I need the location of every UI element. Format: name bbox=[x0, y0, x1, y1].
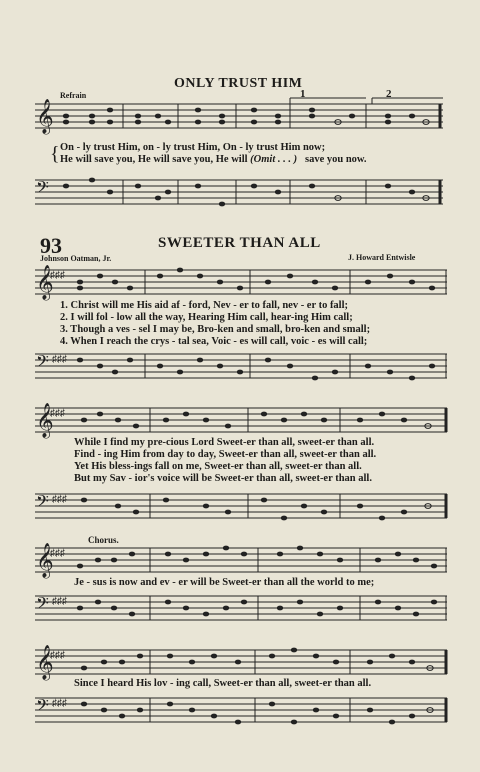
chorus-lyric-line-1: Je - sus is now and ev - er will be Sweet-er than all the world to me; bbox=[74, 577, 375, 588]
svg-text:♯♯♯: ♯♯♯ bbox=[50, 270, 65, 281]
verse-1-part-1: 1. Christ will me His aid af - ford, Nev - er to fall, nev - er to fall; bbox=[60, 300, 349, 311]
refrain-lyric-line-2-end: save you now. bbox=[305, 154, 367, 165]
svg-text:♯♯♯: ♯♯♯ bbox=[50, 650, 65, 661]
svg-text:♯♯♯: ♯♯♯ bbox=[50, 408, 65, 419]
verse-2-part-2: Find - ing Him from day to day, Sweet-er than all, sweet-er than all. bbox=[74, 449, 377, 460]
svg-text:𝄢: 𝄢 bbox=[36, 351, 49, 375]
verse-4-part-2: But my Sav - ior's voice will be Sweet-er than all, sweet-er than all. bbox=[74, 473, 372, 484]
svg-text:♯♯♯: ♯♯♯ bbox=[52, 494, 67, 505]
verse-4-part-1: 4. When I reach the crys - tal sea, Voic - es will call, voic - es will call; bbox=[60, 336, 368, 347]
svg-text:𝄞: 𝄞 bbox=[36, 403, 54, 438]
system-2-treble-staff bbox=[0, 400, 480, 440]
svg-text:♯♯♯: ♯♯♯ bbox=[52, 354, 67, 365]
second-ending-number: 2 bbox=[386, 88, 392, 100]
svg-text:𝄢: 𝄢 bbox=[36, 177, 49, 201]
svg-text:𝄢: 𝄢 bbox=[36, 491, 49, 515]
omit-instruction: (Omit . . . ) bbox=[250, 154, 298, 165]
system-2-bass-staff bbox=[0, 488, 480, 528]
final-bass-staff bbox=[0, 692, 480, 732]
verse-3-part-2: Yet His bless-ings fall on me, Sweet-er than all, sweet-er than all. bbox=[74, 461, 362, 472]
verse-2-part-1: 2. I will fol - low all the way, Hearing Him call, hear-ing Him call; bbox=[60, 312, 353, 323]
refrain-lyric-line-2 bbox=[60, 154, 367, 165]
composer-credit: J. Howard Entwisle bbox=[348, 253, 416, 262]
svg-text:𝄢: 𝄢 bbox=[36, 593, 49, 617]
chorus-lyric-line-2: Since I heard His lov - ing call, Sweet-er than all, sweet-er than all. bbox=[74, 678, 372, 689]
refrain-treble-staff bbox=[0, 96, 480, 136]
chorus-label: Chorus. bbox=[88, 535, 119, 545]
system-1-treble-staff bbox=[0, 264, 480, 304]
refrain-label: Refrain bbox=[60, 91, 87, 100]
lyricist-credit: Johnson Oatman, Jr. bbox=[40, 254, 112, 263]
svg-text:𝄞: 𝄞 bbox=[36, 543, 54, 578]
system-1-bass-staff bbox=[0, 348, 480, 388]
verse-brace: { bbox=[50, 143, 60, 165]
hymn-title-only-trust-him: ONLY TRUST HIM bbox=[174, 76, 303, 91]
chorus-treble-staff bbox=[0, 540, 480, 580]
verse-3-part-1: 3. Though a ves - sel I may be, Bro-ken and small, bro-ken and small; bbox=[60, 324, 371, 335]
svg-text:♯♯♯: ♯♯♯ bbox=[52, 698, 67, 709]
refrain-lyric-line-2-text: He will save you, He will save you, He will bbox=[60, 154, 248, 165]
hymn-number: 93 bbox=[40, 233, 62, 258]
first-ending-number: 1 bbox=[300, 88, 306, 100]
svg-text:𝄞: 𝄞 bbox=[36, 99, 54, 134]
chorus-bass-staff bbox=[0, 590, 480, 630]
refrain-bass-staff bbox=[0, 172, 480, 212]
final-treble-staff bbox=[0, 642, 480, 682]
verse-1-part-2: While I find my pre-cious Lord Sweet-er than all, sweet-er than all. bbox=[74, 437, 375, 448]
hymn-title-sweeter-than-all: SWEETER THAN ALL bbox=[158, 235, 321, 251]
refrain-lyric-line-1: On - ly trust Him, on - ly trust Him, On - ly trust Him now; bbox=[60, 142, 326, 153]
svg-text:♯♯♯: ♯♯♯ bbox=[52, 596, 67, 607]
svg-text:𝄞: 𝄞 bbox=[36, 265, 54, 300]
svg-text:♯♯♯: ♯♯♯ bbox=[50, 548, 65, 559]
svg-text:𝄞: 𝄞 bbox=[36, 645, 54, 680]
svg-text:𝄢: 𝄢 bbox=[36, 695, 49, 719]
